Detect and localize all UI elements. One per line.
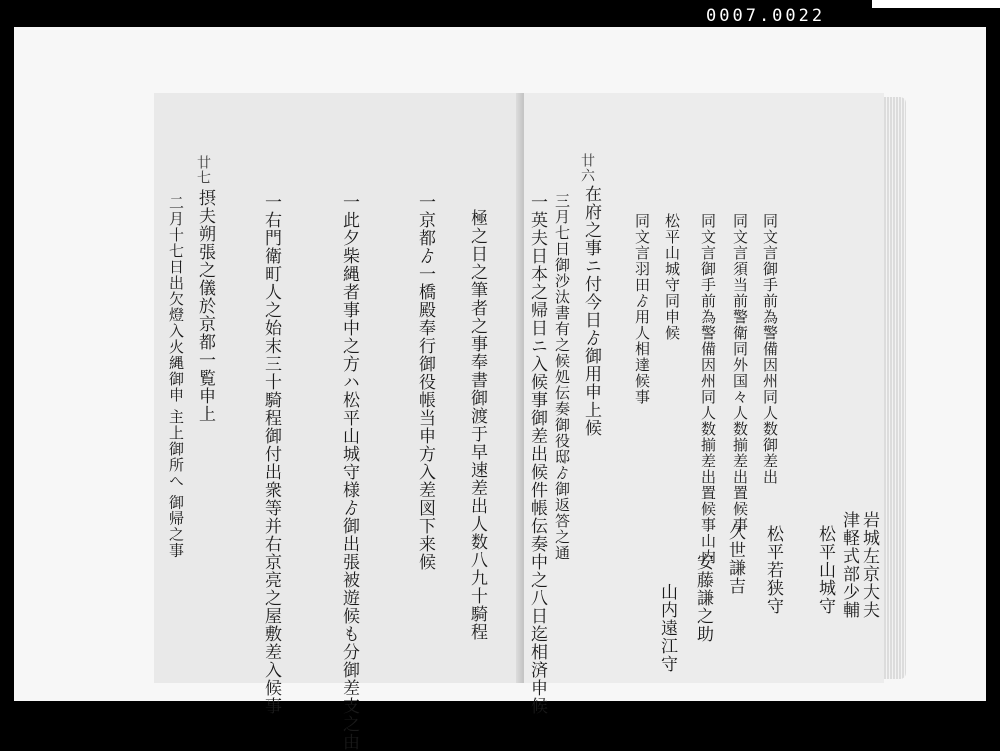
left-item-a: 一此夕柴縄者事中之方ハ松平山城守様ゟ御出張被遊候も分御差支之由 [339,193,359,751]
name-0: 岩城左京大夫 [859,511,879,619]
left-item-d: 極之日之筆者之事奉書御渡于早速差出人数八九十騎程 [467,209,487,641]
open-book [154,93,906,751]
name-2: 松平山城守 [815,525,835,615]
name-1: 津軽式部少輔 [839,511,859,619]
section-26-item: 一英夫日本之帰日ニ入候事御差出候件帳伝奏中之八日迄相済申候 [527,193,547,715]
section-27-number: 廿七 [195,155,211,185]
section-26-title: 在府之事ニ付今日ゟ御用申上候 [581,185,601,437]
right-page [524,93,884,715]
page-edges [884,97,906,679]
name-3: 松平若狭守 [763,525,783,615]
left-item-b: 一右門衛町人之始末三十騎程御付出衆等并右京亮之屋敷差入候事 [261,193,281,715]
corner-marker [872,0,1000,8]
entry-1: 同文言須当前警衛同外国々人数揃差出置候事 [731,213,749,533]
section-27-title: 摂夫朔張之儀於京都一覧申上 [195,189,215,423]
left-item-c: 一京都ゟ一橋殿奉行御役帳当申方入差図下来候 [415,193,435,571]
microfilm-frame [14,27,986,751]
entry-3: 松平山城守同申候 [663,213,681,341]
entry-0: 同文言御手前為警備因州同人数御差出 [761,213,779,485]
entry-2: 同文言御手前為警備因州同人数揃差出置候事山内 [699,213,717,565]
frame-number: 0007.0022 [706,6,826,26]
section-26-number: 廿六 [579,153,595,183]
section-26-date-line: 三月七日御沙汰書有之候処伝奏御役邸ゟ御返答之通 [553,193,571,561]
name-5: 安藤謙之助 [693,553,713,643]
entry-4: 同文言羽田ゟ用人相達候事 [633,213,651,405]
section-27-date-line: 二月十七日出欠燈入火縄御申 主上御所へ 御帰之事 [167,195,185,559]
name-4: 久世謙吉 [725,523,745,595]
left-page [154,93,525,751]
name-6: 山内遠江守 [657,583,677,673]
